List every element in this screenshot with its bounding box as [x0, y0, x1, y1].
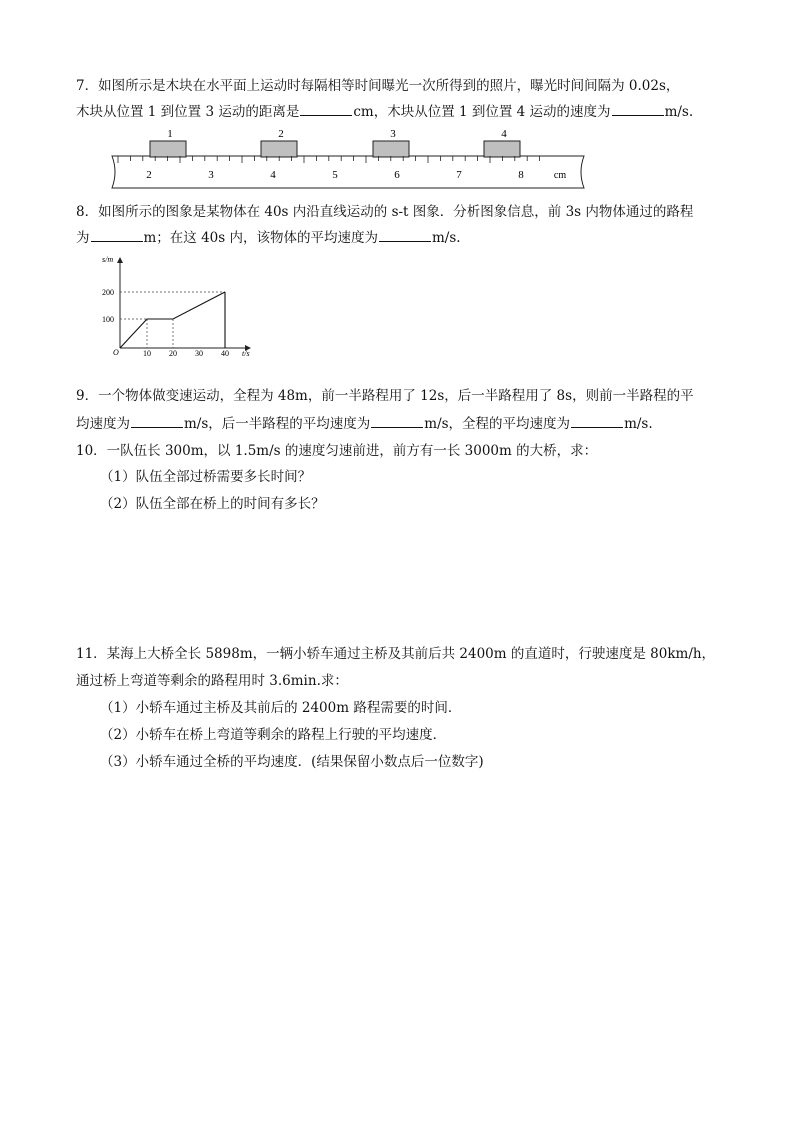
x-tick-label: 10 [143, 349, 151, 358]
answer-blank[interactable] [91, 228, 143, 242]
q11-sub-1: （1）小轿车通过主桥及其前后的 2400m 路程需要的时间． [100, 700, 462, 716]
q10-line-1: 10．一队伍长 300m，以 1.5m/s 的速度匀速前进，前方有一长 3000m 的大桥，求： [76, 443, 598, 459]
tick-label: 5 [332, 169, 338, 181]
q11-sub-2: （2）小轿车在桥上弯道等剩余的路程上行驶的平均速度． [100, 727, 447, 743]
q9-line-2: 均速度为 m/s，后一半路程的平均速度为 m/s，全程的平均速度为 m/s. [76, 416, 653, 432]
q11-line-1: 11．某海上大桥全长 5898m，一辆小轿车通过主桥及其前后共 2400m 的直道时，行驶速度是 80km/h， [76, 646, 716, 662]
q7-line-2: 木块从位置 1 到位置 3 运动的距离是 cm，木块从位置 1 到位置 4 运动的速度为 m/s. [76, 104, 694, 120]
q10-sub-2: （2）队伍全部在桥上的时间有多长？ [100, 496, 325, 512]
x-tick-label: 40 [221, 349, 229, 358]
y-axis-label: s/m [102, 255, 114, 264]
x-axis-label: t/s [242, 349, 250, 358]
block-3 [373, 141, 409, 157]
block-4 [484, 141, 520, 157]
q8-line-2: 为 m；在这 40s 内，该物体的平均速度为 m/s. [76, 230, 461, 246]
q8-line-1: 8．如图所示的图象是某物体在 40s 内沿直线运动的 s-t 图象．分析图象信息，前 3s 内物体通过的路程 [76, 204, 694, 220]
q7-line-1: 7．如图所示是木块在水平面上运动时每隔相等时间曝光一次所得到的照片，曝光时间间隔为 0.02s， [76, 78, 680, 94]
answer-blank[interactable] [300, 102, 352, 116]
q11-sub-3: （3）小轿车通过全桥的平均速度．(结果保留小数点后一位数字) [100, 754, 484, 770]
unit-label: cm [553, 170, 567, 181]
block-2 [261, 141, 297, 157]
q10-sub-1: （1）队伍全部过桥需要多长时间？ [100, 469, 312, 485]
q9-line-1: 9．一个物体做变速运动，全程为 48m，前一半路程用了 12s，后一半路程用了 8s，则前一半路程的平 [76, 388, 694, 404]
answer-blank[interactable] [612, 102, 664, 116]
y-tick-label: 100 [102, 315, 114, 324]
answer-blank[interactable] [379, 228, 431, 242]
block-label: 4 [501, 128, 507, 140]
tick-label: 2 [146, 169, 152, 181]
tick-label: 6 [394, 169, 400, 181]
origin-label: O [113, 348, 119, 357]
answer-blank[interactable] [571, 414, 623, 428]
block-label: 2 [278, 128, 284, 140]
y-tick-label: 200 [102, 288, 114, 297]
x-tick-label: 30 [195, 349, 203, 358]
answer-blank[interactable] [131, 414, 183, 428]
answer-blank[interactable] [371, 414, 423, 428]
tick-label: 4 [270, 169, 276, 181]
block-label: 1 [167, 128, 173, 140]
block-1 [150, 141, 186, 157]
q11-line-2: 通过桥上弯道等剩余的路程用时 3.6min.求： [76, 673, 348, 689]
s-t-curve [120, 292, 225, 348]
tick-label: 3 [208, 169, 214, 181]
block-label: 3 [390, 128, 396, 140]
tick-label: 8 [518, 169, 524, 181]
s-t-graph [100, 252, 260, 362]
tick-label: 7 [456, 169, 462, 181]
ruler-figure [100, 126, 596, 194]
x-tick-label: 20 [169, 349, 177, 358]
